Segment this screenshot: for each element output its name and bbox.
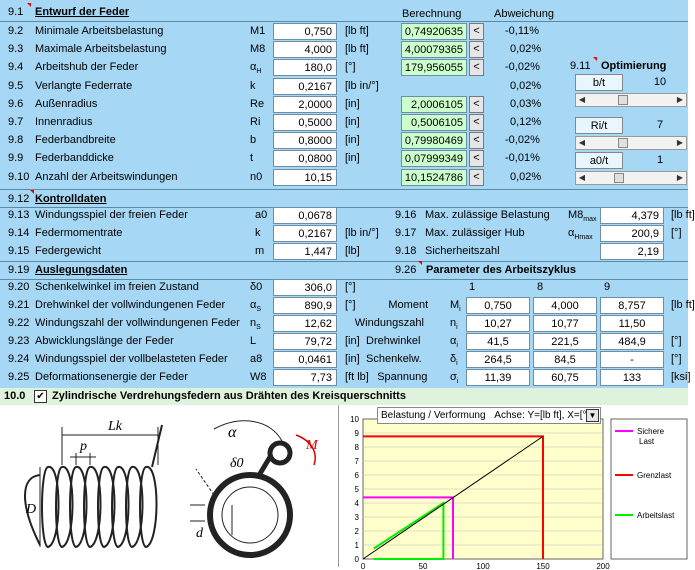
symbol: k	[255, 227, 261, 239]
row-number: 9.6	[8, 97, 24, 110]
wire-diameter-label: d	[196, 526, 203, 541]
optim-param-label: a0/t	[575, 152, 623, 169]
row-number: 9.8	[8, 134, 24, 147]
deviation-value: 0,03%	[510, 97, 542, 110]
cycle-value: 84,5	[533, 351, 597, 368]
unit-label: [in]	[345, 335, 360, 347]
symbol-main: α	[250, 61, 257, 74]
optim-slider[interactable]	[575, 93, 687, 107]
slider-right-icon[interactable]: ▶	[676, 138, 684, 147]
legend-label: Grenzlast	[637, 471, 672, 480]
value-input[interactable]: 0,750	[273, 23, 337, 40]
symbol	[250, 41, 265, 58]
slider-right-icon[interactable]: ▶	[676, 95, 684, 104]
symbol-main: W8	[250, 371, 267, 383]
row-number: 9.16	[395, 209, 417, 221]
result-value: 7,73	[273, 369, 337, 386]
row-number: 9.25	[8, 371, 30, 383]
unit-label: [in]	[345, 116, 360, 128]
symbol-main: M8	[568, 209, 584, 221]
cycle-value: 4,000	[533, 297, 597, 314]
symbol: a0	[255, 209, 268, 221]
apply-button[interactable]: <	[469, 132, 484, 149]
symbol-main: δ0	[250, 281, 263, 293]
cycle-value: 11,50	[600, 315, 664, 332]
symbol-sub: S	[256, 306, 262, 314]
result-value: 4,379	[600, 207, 664, 224]
legend-label: Last	[639, 437, 655, 446]
symbol-main: n	[250, 317, 257, 329]
apply-button[interactable]: <	[469, 169, 484, 186]
include-checkbox[interactable]: ✔	[34, 390, 47, 403]
unit-label: [lb ft]	[345, 25, 369, 37]
symbol-main: k	[250, 79, 256, 92]
row-number: 9.14	[8, 227, 30, 239]
result-value: 200,9	[600, 225, 664, 242]
section-10-header	[0, 388, 688, 405]
row-number: 9.4	[8, 61, 24, 74]
y-tick-label: 1	[354, 541, 359, 550]
unit-label: [in]	[345, 152, 360, 165]
result-value: 12,62	[273, 315, 337, 332]
symbol	[250, 78, 256, 95]
x-tick-label: 50	[418, 562, 428, 570]
y-tick-label: 6	[354, 471, 359, 480]
symbol-sub: i	[456, 378, 459, 386]
optim-param-value: 7	[656, 119, 664, 131]
optim-slider[interactable]	[575, 136, 687, 150]
calc-value: 0,79980469	[401, 132, 467, 149]
apply-button[interactable]: <	[469, 41, 484, 58]
deviation-value: 0,02%	[510, 43, 542, 56]
section-title: Parameter des Arbeitszyklus	[426, 264, 576, 276]
value-input[interactable]: 2,0000	[273, 96, 337, 113]
row-label: Deformationsenergie der Feder	[35, 371, 188, 383]
x-tick-label: 200	[596, 562, 610, 570]
cycle-col-header: 1	[469, 281, 476, 293]
cycle-value: -	[600, 351, 664, 368]
slider-thumb[interactable]	[618, 138, 628, 148]
unit-label: [°]	[671, 353, 682, 365]
legend-label: Arbeitslast	[637, 511, 675, 520]
cycle-row-label: Windungszahl	[354, 317, 424, 329]
unit-label: [lb]	[345, 245, 360, 257]
unit-label: [°]	[345, 281, 356, 293]
result-value: 890,9	[273, 297, 337, 314]
row-number: 9.3	[8, 43, 24, 56]
symbol	[250, 150, 253, 167]
symbol	[568, 225, 593, 246]
cycle-row-label: Drehwinkel	[366, 335, 421, 347]
cycle-col-header: 8	[537, 281, 544, 293]
symbol-sub: i	[459, 306, 461, 314]
symbol	[250, 333, 256, 350]
symbol-sub: i	[456, 360, 458, 368]
result-value: 1,447	[273, 243, 337, 260]
cycle-row-label: Schenkelw.	[366, 353, 422, 365]
unit-label: [lb in/°]	[345, 79, 379, 92]
row-label: Federgewicht	[35, 245, 102, 257]
row-label: Windungsspiel der vollbelasteten Feder	[35, 353, 228, 365]
row-number: 9.9	[8, 152, 24, 165]
section-title: Auslegungsdaten	[35, 264, 128, 276]
row-number: 9.17	[395, 227, 417, 239]
cycle-col-header: 9	[604, 281, 611, 293]
row-number: 9.22	[8, 317, 30, 329]
cycle-value: 133	[600, 369, 664, 386]
symbol	[450, 369, 458, 390]
section-title: Zylindrische Verdrehungsfedern aus Drähten des Kreisquerschnitts	[52, 390, 406, 402]
comment-marker	[30, 190, 34, 194]
section-number: 9.1	[8, 6, 24, 18]
y-tick-label: 3	[354, 513, 359, 522]
symbol-sub: Hmax	[574, 234, 593, 242]
chevron-down-icon[interactable]: ▼	[586, 409, 599, 422]
value-input[interactable]: 10,15	[273, 169, 337, 186]
unit-label: [°]	[345, 61, 356, 74]
row-number: 9.23	[8, 335, 30, 347]
col-header-calc: Berechnung	[402, 8, 462, 20]
symbol	[250, 279, 262, 296]
unit-label: [lb ft]	[345, 43, 369, 56]
row-label: Maximale Arbeitsbelastung	[35, 43, 167, 56]
row-number: 9.18	[395, 245, 417, 257]
optim-title: Optimierung	[601, 60, 667, 72]
apply-button[interactable]: <	[469, 96, 484, 113]
unit-label: [in]	[345, 353, 360, 365]
p-label: p	[80, 439, 87, 454]
row-label: Sicherheitszahl	[425, 245, 500, 257]
symbol-main: M	[450, 299, 460, 311]
cycle-value: 264,5	[466, 351, 530, 368]
symbol	[250, 96, 264, 113]
section-title: Entwurf der Feder	[35, 6, 130, 18]
optim-param-label: b/t	[575, 74, 623, 91]
symbol: m	[255, 245, 265, 257]
calc-value: 179,956055	[401, 59, 467, 76]
unit-label: [°]	[345, 299, 356, 311]
comment-marker	[27, 3, 31, 7]
delta0-label: δ0	[230, 456, 244, 471]
divider	[0, 189, 688, 190]
symbol-sub: max	[583, 216, 597, 224]
unit-label: [in]	[345, 97, 360, 110]
alpha-label: α	[228, 424, 237, 441]
row-number: 9.24	[8, 353, 30, 365]
slider-thumb[interactable]	[618, 95, 628, 105]
cycle-row-label: Moment	[388, 299, 429, 311]
y-tick-label: 8	[354, 443, 359, 452]
section-number: 9.19	[8, 264, 30, 276]
symbol	[250, 23, 265, 40]
symbol-main: t	[250, 152, 254, 165]
x-tick-label: 150	[536, 562, 550, 570]
symbol-main: a8	[250, 353, 263, 365]
value-input[interactable]: 0,0800	[273, 150, 337, 167]
unit-label: [ft lb]	[345, 371, 369, 383]
divider	[0, 21, 688, 22]
row-number: 9.15	[8, 245, 30, 257]
symbol-main: L	[250, 335, 257, 347]
moment-label: M	[306, 438, 318, 453]
row-number: 9.20	[8, 281, 30, 293]
deviation-value: 0,12%	[510, 116, 542, 128]
row-number: 9.13	[8, 209, 30, 221]
symbol	[250, 351, 262, 368]
calc-value: 0,74920635	[401, 23, 467, 40]
x-tick-label: 0	[360, 562, 366, 570]
row-label: Max. zulässige Belastung	[425, 209, 550, 221]
slider-left-icon[interactable]: ◀	[578, 95, 586, 104]
row-label: Verlangte Federrate	[35, 79, 133, 92]
cycle-value: 41,5	[466, 333, 530, 350]
value-input[interactable]: 180,0	[273, 59, 337, 76]
apply-button[interactable]: <	[469, 23, 484, 40]
row-number: 9.7	[8, 116, 24, 128]
row-label: Windungsspiel der freien Feder	[35, 209, 188, 221]
deviation-value: -0,11%	[505, 25, 540, 37]
row-label: Federmomentrate	[35, 227, 123, 239]
y-tick-label: 5	[354, 485, 359, 494]
calc-value: 10,1524786	[401, 169, 467, 186]
result-value: 0,2167	[273, 225, 337, 242]
deviation-value: -0,02%	[505, 61, 540, 74]
optim-param-value: 1	[656, 154, 664, 166]
row-label: Abwicklungslänge der Feder	[35, 335, 174, 347]
cycle-row-label: Spannung	[377, 371, 428, 383]
value-input[interactable]: 0,8000	[273, 132, 337, 149]
chart-axis-label: Achse: Y=[lb ft], X=[°	[494, 410, 587, 421]
section-number: 9.26	[395, 264, 417, 276]
row-number: 9.5	[8, 79, 24, 92]
value-input[interactable]: 0,5000	[273, 114, 337, 131]
symbol-main: n	[450, 317, 457, 329]
section-number: 9.12	[8, 193, 30, 205]
row-label: Anzahl der Arbeitswindungen	[35, 170, 178, 183]
unit-label: [ksi]	[671, 371, 691, 383]
cycle-value: 11,39	[466, 369, 530, 386]
result-value: 79,72	[273, 333, 337, 350]
calc-value: 0,07999349	[401, 150, 467, 167]
deviation-value: -0,02%	[505, 134, 540, 147]
unit-label: [lb ft]	[671, 209, 695, 221]
spring-drawing	[0, 405, 340, 567]
row-label: Schenkelwinkel im freien Zustand	[35, 281, 199, 293]
slider-left-icon[interactable]: ◀	[578, 173, 586, 182]
result-value: 306,0	[273, 279, 337, 296]
row-label: Max. zulässiger Hub	[425, 227, 525, 239]
symbol-main: δ	[450, 353, 457, 365]
symbol-main: α	[250, 299, 257, 311]
symbol	[250, 169, 262, 186]
optim-param-value: 10	[653, 76, 667, 88]
apply-button[interactable]: <	[469, 59, 484, 76]
deviation-value: 0,02%	[510, 170, 542, 183]
calc-value: 4,00079365	[401, 41, 467, 58]
illustration-area	[0, 405, 688, 570]
symbol-sub: S	[256, 324, 261, 332]
cycle-value: 221,5	[533, 333, 597, 350]
row-label: Minimale Arbeitsbelastung	[35, 25, 164, 37]
symbol	[250, 132, 256, 149]
optim-slider[interactable]	[575, 171, 687, 185]
chart-title: Belastung / Verformung	[381, 410, 486, 421]
symbol-sub: H	[256, 68, 262, 76]
result-value: 0,0461	[273, 351, 337, 368]
comment-marker	[593, 57, 597, 61]
d-outer-label: D	[26, 502, 37, 517]
deviation-value: -0,01%	[505, 152, 540, 165]
symbol-sub: i	[456, 324, 458, 332]
col-header-dev: Abweichung	[494, 8, 554, 20]
deviation-value: 0,02%	[510, 79, 542, 92]
cycle-value: 484,9	[600, 333, 664, 350]
calc-value: 0,5006105	[401, 114, 467, 131]
section-title: Kontrolldaten	[35, 193, 107, 205]
apply-button[interactable]: <	[469, 114, 484, 131]
calc-value: 2,0006105	[401, 96, 467, 113]
apply-button[interactable]: <	[469, 150, 484, 167]
row-number: 9.2	[8, 25, 24, 37]
y-tick-label: 7	[354, 457, 359, 466]
row-label: Innenradius	[35, 116, 93, 128]
slider-right-icon[interactable]: ▶	[676, 173, 684, 182]
row-label: Windungszahl der vollwindungenen Feder	[35, 317, 240, 329]
row-label: Arbeitshub der Feder	[35, 61, 139, 74]
row-label: Drehwinkel der vollwindungenen Feder	[35, 299, 226, 311]
unit-label: [°]	[671, 227, 682, 239]
cycle-value: 10,27	[466, 315, 530, 332]
chart-panel	[338, 405, 688, 570]
symbol-main: α	[568, 227, 575, 239]
optim-number: 9.11	[570, 60, 591, 72]
slider-thumb[interactable]	[614, 173, 624, 183]
y-tick-label: 0	[354, 555, 359, 564]
y-tick-label: 10	[350, 415, 359, 424]
unit-label: [°]	[671, 335, 682, 347]
cycle-value: 0,750	[466, 297, 530, 314]
symbol	[250, 369, 267, 386]
cycle-value: 60,75	[533, 369, 597, 386]
load-deformation-chart	[339, 405, 689, 570]
value-input[interactable]: 4,000	[273, 41, 337, 58]
result-value: 0,0678	[273, 207, 337, 224]
symbol-main: α	[450, 335, 457, 347]
row-label: Federbandbreite	[35, 134, 116, 147]
row-number: 9.21	[8, 299, 30, 311]
lk-label: Lk	[108, 419, 122, 434]
row-number: 9.10	[8, 170, 30, 183]
section-number: 10.0	[4, 390, 26, 402]
x-tick-label: 100	[476, 562, 490, 570]
unit-label: [lb ft]	[671, 299, 695, 311]
slider-left-icon[interactable]: ◀	[578, 138, 586, 147]
y-tick-label: 2	[354, 527, 359, 536]
value-input[interactable]: 0,2167	[273, 78, 337, 95]
symbol-main: M8	[250, 43, 266, 56]
symbol-main: Re	[250, 97, 265, 110]
chart-axis-selector[interactable]	[377, 407, 601, 424]
symbol	[250, 114, 260, 131]
cycle-value: 8,757	[600, 297, 664, 314]
optim-param-label: Ri/t	[575, 117, 623, 134]
y-tick-label: 9	[354, 429, 359, 438]
symbol-main: Ri	[250, 116, 261, 128]
cycle-value: 10,77	[533, 315, 597, 332]
legend-label: Sichere	[637, 427, 665, 436]
row-label: Federbanddicke	[35, 152, 114, 165]
symbol-main: n0	[250, 170, 263, 183]
y-tick-label: 4	[354, 499, 359, 508]
unit-label: [in]	[345, 134, 360, 147]
unit-label: [lb in/°]	[345, 227, 379, 239]
symbol-main: b	[250, 134, 257, 147]
symbol-main: M1	[250, 25, 266, 37]
result-value: 2,19	[600, 243, 664, 260]
row-label: Außenradius	[35, 97, 98, 110]
symbol-main: σ	[450, 371, 457, 383]
symbol-sub: i	[456, 342, 458, 350]
comment-marker	[418, 261, 422, 265]
